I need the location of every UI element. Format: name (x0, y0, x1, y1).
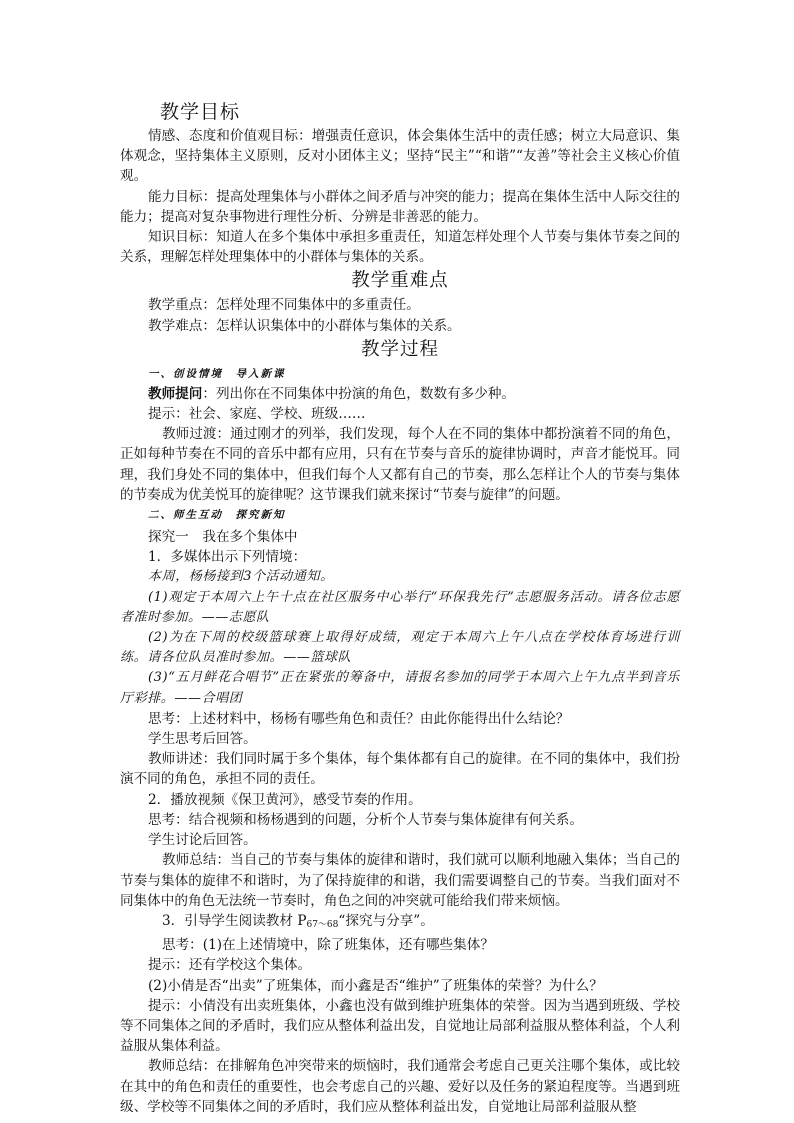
scenario-intro: 本周，杨杨接到3个活动通知。 (148, 569, 334, 585)
teacher-summary-2: 教师总结：在排解角色冲突带来的烦恼时，我们通常会考虑自己更关注哪个集体，或比较在其中的角色和责任的重要性，也会考虑自己的兴趣、爱好以及任务的紧迫程度等。当遇到班级、学校等不同集体之间的矛盾时，我们应从整体利益出发，自觉地让局部利益服从整 (120, 1058, 680, 1115)
think-3: 思考：(1)在上述情境中，除了班集体，还有哪些集体？ (162, 937, 494, 954)
item-3 (120, 911, 680, 935)
key-point: 教学重点：怎样处理不同集体中的多重责任。 (148, 297, 420, 314)
student-discuss: 学生讨论后回答。 (148, 832, 257, 849)
section1-heading: 一、创设情境 导入新课 (148, 367, 286, 380)
section2-heading: 二、师生互动 探究新知 (148, 509, 286, 522)
item-1: 1．多媒体出示下列情境： (148, 549, 307, 566)
question-2: (2)小倩是否“出卖”了班集体，而小鑫是否“维护”了班集体的荣誉？为什么？ (148, 977, 603, 994)
item-2: 2．播放视频《保卫黄河》，感受节奏的作用。 (148, 791, 422, 808)
teacher-question (120, 384, 680, 404)
teacher-summary-1: 教师总结：当自己的节奏与集体的旋律和谐时，我们就可以顺利地融入集体；当自己的节奏与集体的旋律不和谐时，为了保持旋律的和谐，我们需要调整自己的节奏。当我们面对不同集体中的角色无法统一节奏时，角色之间的冲突就可能给我们带来烦恼。 (120, 852, 680, 909)
hint-1: 提示：社会、家庭、学校、班级…… (148, 406, 366, 423)
difficult-point: 教学难点：怎样认识集体中的小群体与集体的关系。 (148, 317, 461, 334)
heading-process: 教学过程 (360, 338, 439, 360)
hint-4: 提示：小倩没有出卖班集体，小鑫也没有做到维护班集体的荣誉。因为当遇到班级、学校等不同集体之间的矛盾时，我们应从整体利益出发，自觉地让局部利益服从整体利益，个人利益服从集体利益。 (120, 997, 680, 1055)
teacher-question-text: ：列出你在不同集体中扮演的角色，数数有多少种。 (202, 385, 516, 402)
explore1-title: 探究一 我在多个集体中 (148, 529, 298, 546)
hint-3: 提示：还有学校这个集体。 (148, 957, 312, 974)
heading-objectives: 教学目标 (160, 101, 241, 123)
scenario-2: (2)为在下周的校级篮球赛上取得好成绩，观定于本周六上午八点在学校体育场进行训练。请各位队员准时参加。——篮球队 (120, 630, 680, 666)
objective-ability: 能力目标：提高处理集体与小群体之间矛盾与冲突的能力；提高在集体生活中人际交往的能力；提高对复杂事物进行理性分析、分辨是非善恶的能力。 (120, 188, 680, 225)
item-3-prefix: 3．引导学生阅读教材 P (162, 912, 307, 929)
item-3-suffix: “探究与分享”。 (338, 912, 434, 929)
scenario-3: (3)“五月鲜花合唱节”正在紧张的筹备中，请报名参加的同学于本周六上午九点半到音乐厅彩排。——合唱团 (120, 670, 680, 706)
teacher-explain: 教师讲述：我们同时属于多个集体，每个集体都有自己的旋律。在不同的集体中，我们扮演不同的角色，承担不同的责任。 (120, 751, 680, 788)
scenario-1: (1)观定于本周六上午十点在社区服务中心举行“环保我先行”志愿服务活动。请各位志愿者准时参加。——志愿队 (120, 589, 680, 625)
objective-knowledge: 知识目标：知道人在多个集体中承担多重责任，知道怎样处理个人节奏与集体节奏之间的关系，理解怎样处理集体中的小群体与集体的关系。 (120, 229, 680, 266)
student-think: 学生思考后回答。 (148, 731, 257, 748)
heading-key-points: 教学重难点 (351, 270, 449, 292)
teacher-transition: 教师过渡：通过刚才的列举，我们发现，每个人在不同的集体中都扮演着不同的角色，正如每种节奏在不同的音乐中都有应用，只有在节奏与音乐的旋律协调时，声音才能悦耳。同理，我们身处不同的集体中，但我们每个人又都有自己的节奏，那么怎样让个人的节奏与集体的节奏成为优美悦耳的旋律呢？这节课我们就来探讨“节奏与旋律”的问题。 (120, 426, 680, 503)
objective-emotion: 情感、态度和价值观目标：增强责任意识，体会集体生活中的责任感；树立大局意识、集体观念，坚持集体主义原则，反对小团体主义；坚持“民主”“和谐”“友善”等社会主义核心价值观。 (120, 128, 680, 185)
think-2: 思考：结合视频和杨杨遇到的问题，分析个人节奏与集体旋律有何关系。 (148, 811, 583, 828)
think-1: 思考：上述材料中，杨杨有哪些角色和责任？由此你能得出什么结论？ (148, 710, 570, 727)
teacher-question-label: 教师提问 (148, 385, 203, 402)
item-3-pages: 67～68 (306, 919, 339, 930)
document-page (120, 98, 680, 1117)
